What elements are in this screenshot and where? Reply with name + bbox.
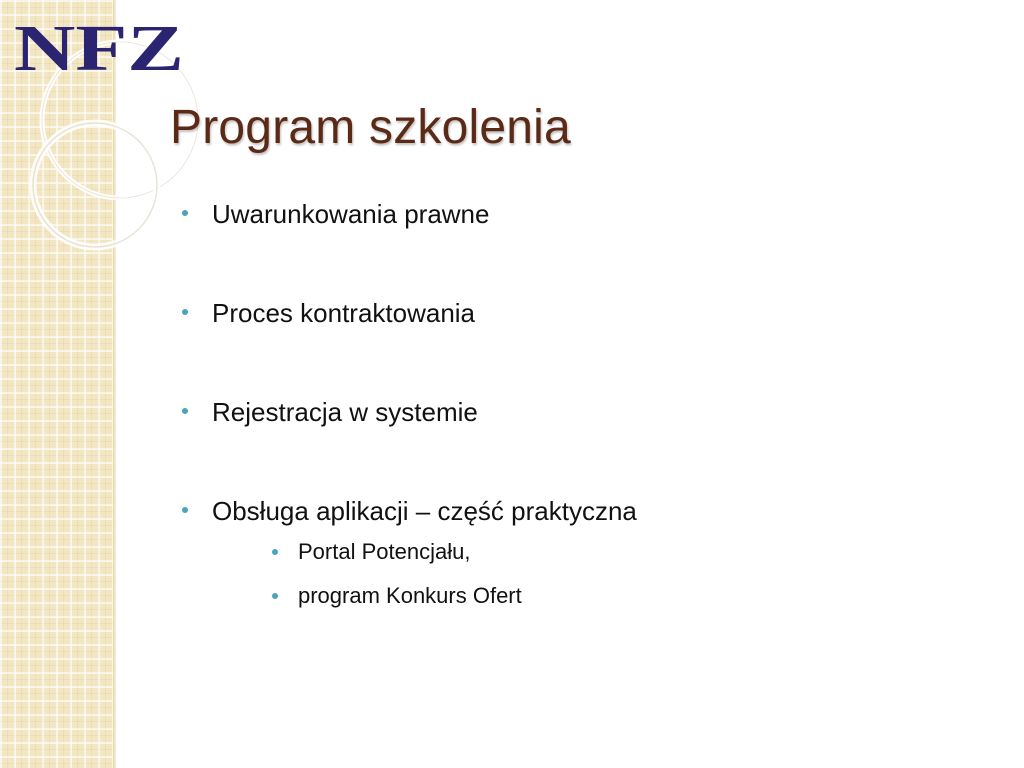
nfz-logo (14, 14, 186, 74)
bullet-dot-icon (182, 507, 188, 513)
bullet-list (182, 196, 637, 625)
sub-bullet-dot-icon (272, 549, 278, 555)
bullet-item (182, 295, 637, 331)
bullet-text: Rejestracja w systemie (212, 397, 478, 427)
bullet-dot-icon (182, 408, 188, 414)
sub-bullet-text: program Konkurs Ofert (298, 583, 522, 608)
bullet-item (182, 196, 637, 232)
bullet-dot-icon (182, 210, 188, 216)
bullet-item (182, 493, 637, 611)
sub-bullet-dot-icon (272, 593, 278, 599)
bullet-item (182, 394, 637, 430)
strip-edge (113, 0, 116, 768)
bullet-dot-icon (182, 309, 188, 315)
bullet-text: Obsługa aplikacji – część praktyczna (212, 496, 637, 526)
svg-text:NFZ: NFZ (14, 14, 184, 74)
bullet-text: Proces kontraktowania (212, 298, 476, 328)
slide-title: Program szkolenia (170, 101, 571, 154)
sub-bullet-item (272, 537, 637, 567)
decorative-grid-strip (0, 0, 113, 768)
sub-bullet-text: Portal Potencjału, (298, 539, 471, 564)
sub-bullet-item (272, 581, 637, 611)
sub-bullet-list (212, 537, 637, 611)
bullet-text: Uwarunkowania prawne (212, 199, 490, 229)
